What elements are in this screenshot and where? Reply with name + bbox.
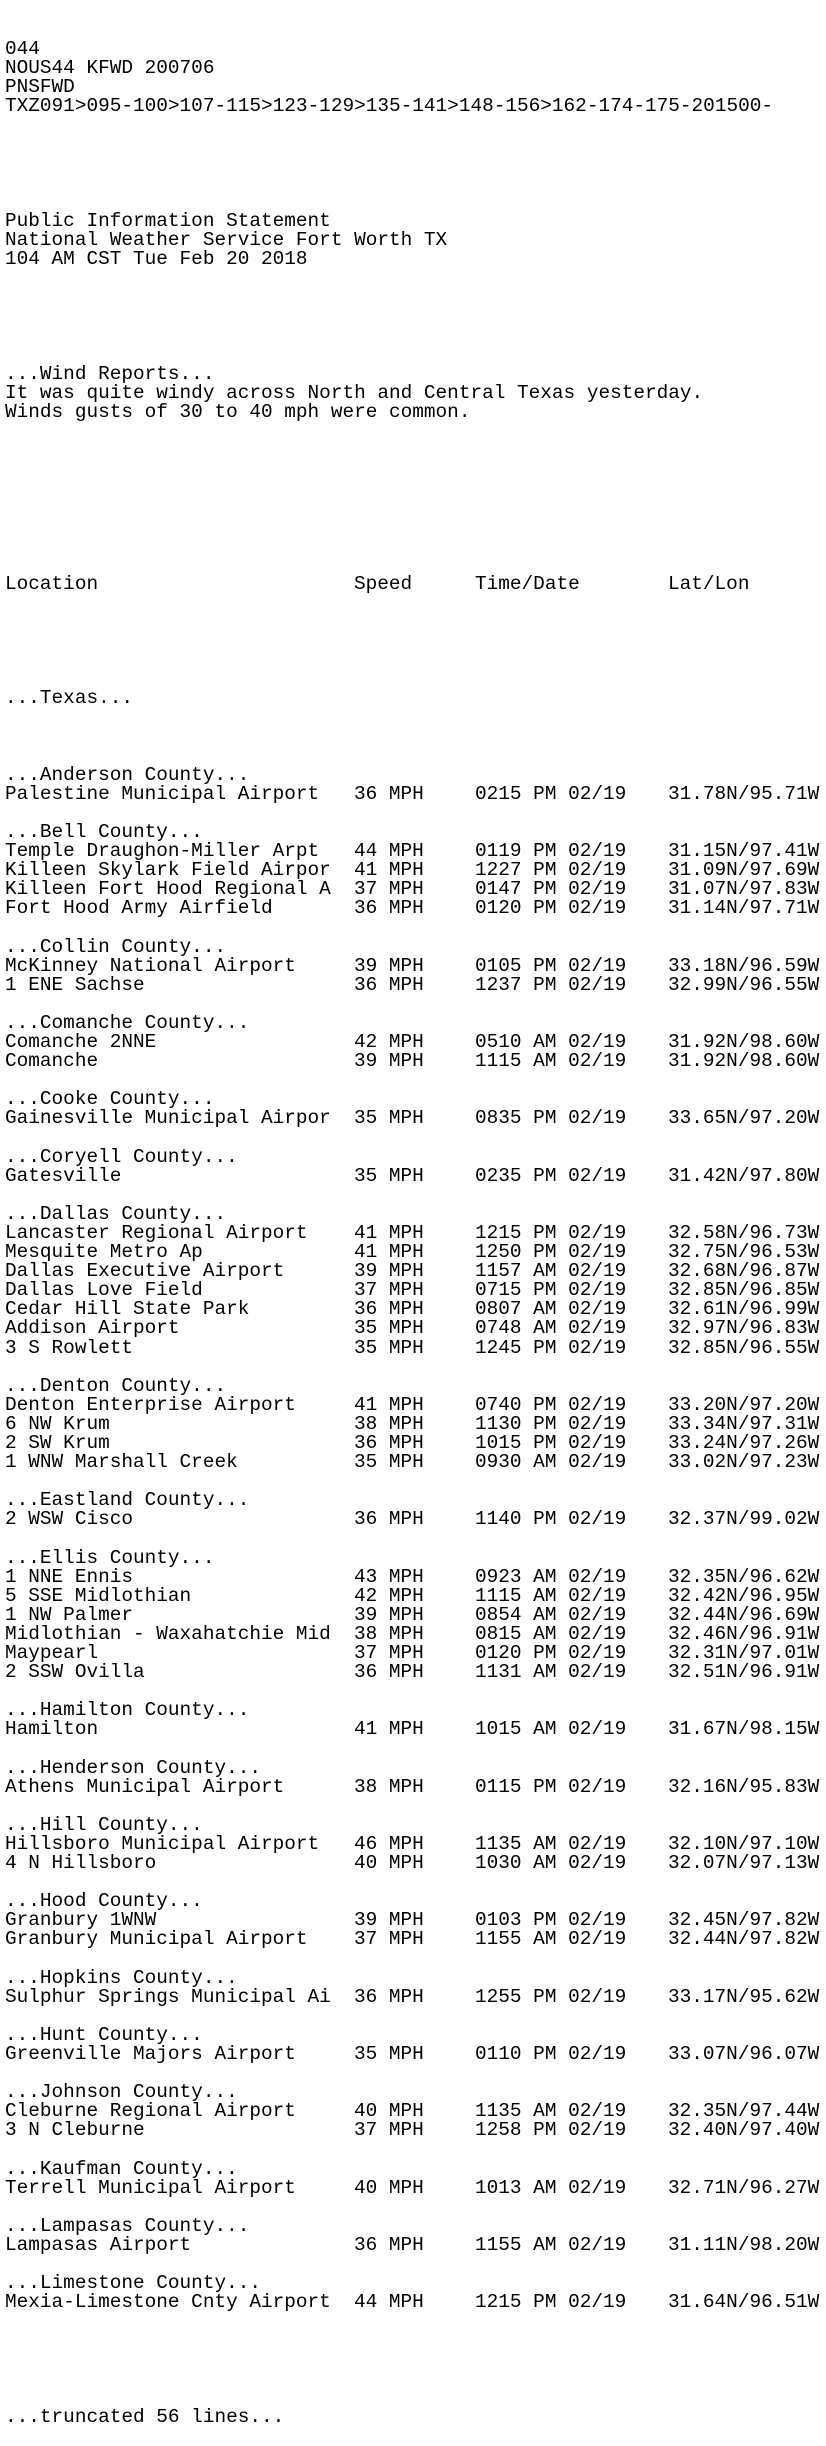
row-time: 0105 PM 02/19 xyxy=(475,954,627,977)
county-heading: ...Hopkins County... xyxy=(5,1966,238,1989)
row-latlon: 32.68N/96.87W xyxy=(668,1260,820,1283)
row-latlon: 33.02N/97.23W xyxy=(668,1451,820,1474)
county-section xyxy=(5,2023,826,2066)
row-location: Granbury Municipal Airport xyxy=(5,1928,308,1951)
row-time: 0510 AM 02/19 xyxy=(475,1031,627,1054)
row-time: 0235 PM 02/19 xyxy=(475,1164,627,1187)
row-location: 1 WNW Marshall Creek xyxy=(5,1451,238,1474)
row-time: 0120 PM 02/19 xyxy=(475,1642,627,1665)
row-latlon: 31.09N/97.69W xyxy=(668,859,820,882)
table-row xyxy=(5,2233,826,2256)
row-location: Sulphur Springs Municipal Ai xyxy=(5,1985,331,2008)
blank-line xyxy=(5,1358,826,1377)
row-time: 0815 AM 02/19 xyxy=(475,1622,627,1645)
intro-line: Winds gusts of 30 to 40 mph were common. xyxy=(5,400,471,423)
row-time: 1258 PM 02/19 xyxy=(475,2119,627,2142)
row-latlon: 32.40N/97.40W xyxy=(668,2119,820,2142)
table-row xyxy=(5,1565,826,1588)
row-location: 2 WSW Cisco xyxy=(5,1508,133,1531)
table-row xyxy=(5,954,826,977)
row-time: 0740 PM 02/19 xyxy=(475,1393,627,1416)
row-time: 0103 PM 02/19 xyxy=(475,1909,627,1932)
row-latlon: 32.97N/96.83W xyxy=(668,1317,820,1340)
row-speed: 40 MPH xyxy=(354,1852,424,1875)
row-location: Temple Draughon-Miller Arpt xyxy=(5,840,320,863)
row-speed: 35 MPH xyxy=(354,1107,424,1130)
row-latlon: 32.44N/96.69W xyxy=(668,1603,820,1626)
row-location: 2 SW Krum xyxy=(5,1432,110,1455)
intro-line: ...Wind Reports... xyxy=(5,362,215,385)
row-latlon: 32.35N/97.44W xyxy=(668,2100,820,2123)
state-heading: ...Texas... xyxy=(5,687,133,710)
row-latlon: 31.92N/98.60W xyxy=(668,1031,820,1054)
table-row xyxy=(5,1336,826,1359)
county-heading: ...Bell County... xyxy=(5,821,203,844)
table-row xyxy=(5,1109,826,1128)
row-time: 0923 AM 02/19 xyxy=(475,1565,627,1588)
table-row xyxy=(5,782,826,805)
table-row xyxy=(5,1854,826,1873)
row-speed: 36 MPH xyxy=(354,1432,424,1455)
row-time: 0119 PM 02/19 xyxy=(475,840,627,863)
county-heading: ...Lampasas County... xyxy=(5,2214,250,2237)
column-header-time: Time/Date xyxy=(475,572,580,595)
row-time: 1013 AM 02/19 xyxy=(475,2176,627,2199)
row-latlon: 31.42N/97.80W xyxy=(668,1164,820,1187)
row-location: Lancaster Regional Airport xyxy=(5,1222,308,1244)
row-time: 1115 AM 02/19 xyxy=(475,1050,627,1073)
row-latlon: 33.20N/97.20W xyxy=(668,1393,820,1416)
row-latlon: 32.35N/96.62W xyxy=(668,1565,820,1588)
county-heading: ...Coryell County... xyxy=(5,1145,238,1168)
row-speed: 37 MPH xyxy=(354,1642,424,1665)
row-time: 0110 PM 02/19 xyxy=(475,2043,627,2066)
row-latlon: 32.16N/95.83W xyxy=(668,1775,820,1798)
row-speed: 41 MPH xyxy=(354,1393,424,1416)
row-latlon: 32.58N/96.73W xyxy=(668,1222,820,1244)
row-time: 0147 PM 02/19 xyxy=(475,878,627,901)
row-time: 1227 PM 02/19 xyxy=(475,859,627,882)
row-location: McKinney National Airport xyxy=(5,954,296,977)
county-heading: ...Hunt County... xyxy=(5,2023,203,2046)
row-speed: 43 MPH xyxy=(354,1565,424,1588)
county-section xyxy=(5,1090,826,1128)
row-location: Mexia-Limestone Cnty Airport xyxy=(5,2291,331,2314)
county-section xyxy=(5,1374,826,1474)
table-row xyxy=(5,973,826,996)
row-speed: 39 MPH xyxy=(354,1909,424,1932)
blank-line xyxy=(5,1530,826,1549)
row-speed: 44 MPH xyxy=(354,840,424,863)
county-section xyxy=(5,1892,826,1949)
row-location: Comanche 2NNE xyxy=(5,1031,157,1054)
row-time: 0748 AM 02/19 xyxy=(475,1317,627,1340)
row-time: 1155 AM 02/19 xyxy=(475,1928,627,1951)
row-location: Gatesville xyxy=(5,1164,122,1187)
row-time: 1131 AM 02/19 xyxy=(475,1661,627,1684)
row-latlon: 32.75N/96.53W xyxy=(668,1241,820,1264)
column-header-location: Location xyxy=(5,572,99,595)
row-speed: 36 MPH xyxy=(354,782,424,805)
row-speed: 36 MPH xyxy=(354,897,424,920)
row-latlon: 32.61N/96.99W xyxy=(668,1298,820,1321)
column-header-latlon: Lat/Lon xyxy=(668,572,750,595)
table-row xyxy=(5,1720,826,1739)
row-location: Fort Hood Army Airfield xyxy=(5,897,273,920)
row-location: Addison Airport xyxy=(5,1317,180,1340)
county-section xyxy=(5,763,826,805)
county-heading: ...Johnson County... xyxy=(5,2081,238,2104)
county-heading: ...Hamilton County... xyxy=(5,1699,250,1722)
row-latlon: 32.31N/97.01W xyxy=(668,1642,820,1665)
row-speed: 38 MPH xyxy=(354,1622,424,1645)
blank-line xyxy=(5,919,826,938)
title-line: Public Information Statement xyxy=(5,210,331,233)
row-time: 1130 PM 02/19 xyxy=(475,1412,627,1435)
blank-line xyxy=(5,747,826,766)
county-heading: ...Henderson County... xyxy=(5,1756,261,1779)
header-line: 044 xyxy=(5,38,40,61)
row-location: Dallas Executive Airport xyxy=(5,1260,285,1283)
row-time: 1140 PM 02/19 xyxy=(475,1508,627,1531)
county-section xyxy=(5,1701,826,1739)
county-heading: ...Anderson County... xyxy=(5,763,250,786)
blank-line xyxy=(5,1129,826,1148)
row-time: 0115 PM 02/19 xyxy=(475,1775,627,1798)
row-speed: 37 MPH xyxy=(354,878,424,901)
title-line: National Weather Service Fort Worth TX xyxy=(5,229,448,252)
row-time: 0930 AM 02/19 xyxy=(475,1451,627,1474)
row-location: 1 NW Palmer xyxy=(5,1603,133,1626)
row-location: Denton Enterprise Airport xyxy=(5,1393,296,1416)
row-location: 5 SSE Midlothian xyxy=(5,1584,192,1607)
table-row xyxy=(5,1164,826,1187)
row-speed: 39 MPH xyxy=(354,1603,424,1626)
row-latlon: 31.07N/97.83W xyxy=(668,878,820,901)
county-list xyxy=(5,747,826,2313)
row-time: 1237 PM 02/19 xyxy=(475,973,627,996)
row-location: Terrell Municipal Airport xyxy=(5,2176,296,2199)
row-location: Cedar Hill State Park xyxy=(5,1298,250,1321)
row-speed: 39 MPH xyxy=(354,1260,424,1283)
row-latlon: 33.18N/96.59W xyxy=(668,954,820,977)
county-section xyxy=(5,823,826,918)
row-latlon: 32.85N/96.85W xyxy=(668,1279,820,1302)
row-speed: 39 MPH xyxy=(354,954,424,977)
row-speed: 41 MPH xyxy=(354,1241,424,1264)
row-time: 1135 AM 02/19 xyxy=(475,1833,627,1855)
row-time: 1250 PM 02/19 xyxy=(475,1241,627,1264)
column-header-speed: Speed xyxy=(354,572,413,595)
row-time: 1157 AM 02/19 xyxy=(475,1260,627,1283)
county-section xyxy=(5,2214,826,2256)
row-latlon: 33.34N/97.31W xyxy=(668,1412,820,1435)
table-row xyxy=(5,1584,826,1607)
row-location: Cleburne Regional Airport xyxy=(5,2100,296,2123)
blank-line xyxy=(5,2351,826,2370)
county-section xyxy=(5,2157,826,2199)
row-latlon: 33.65N/97.20W xyxy=(668,1107,820,1130)
blank-line xyxy=(5,2198,826,2217)
row-speed: 35 MPH xyxy=(354,1451,424,1474)
row-location: 4 N Hillsboro xyxy=(5,1852,157,1875)
row-location: 6 NW Krum xyxy=(5,1412,110,1435)
county-heading: ...Ellis County... xyxy=(5,1546,215,1569)
row-location: Midlothian - Waxahatchie Mid xyxy=(5,1622,331,1645)
row-location: Palestine Municipal Airport xyxy=(5,782,320,805)
county-heading: ...Denton County... xyxy=(5,1374,227,1397)
county-section xyxy=(5,1546,826,1684)
row-location: Lampasas Airport xyxy=(5,2233,192,2256)
row-location: Gainesville Municipal Airpor xyxy=(5,1107,331,1130)
row-speed: 38 MPH xyxy=(354,1775,424,1798)
county-section xyxy=(5,1813,826,1875)
row-latlon: 32.45N/97.82W xyxy=(668,1909,820,1932)
blank-line xyxy=(5,460,826,479)
row-latlon: 32.10N/97.10W xyxy=(668,1833,820,1855)
row-latlon: 31.92N/98.60W xyxy=(668,1050,820,1073)
row-speed: 40 MPH xyxy=(354,2100,424,2123)
table-row xyxy=(5,1052,826,1071)
row-location: 3 S Rowlett xyxy=(5,1336,133,1359)
county-heading: ...Cooke County... xyxy=(5,1088,215,1111)
row-time: 1215 PM 02/19 xyxy=(475,2291,627,2314)
row-speed: 38 MPH xyxy=(354,1412,424,1435)
row-latlon: 32.42N/96.95W xyxy=(668,1584,820,1607)
row-location: Athens Municipal Airport xyxy=(5,1775,285,1798)
row-time: 1245 PM 02/19 xyxy=(475,1336,627,1359)
row-time: 1115 AM 02/19 xyxy=(475,1584,627,1607)
county-section xyxy=(5,2083,826,2140)
truncation-note: ...truncated 56 lines... xyxy=(5,2405,285,2428)
statement-intro xyxy=(5,362,826,423)
table-row xyxy=(5,1663,826,1682)
table-row xyxy=(5,1319,826,1338)
product-header xyxy=(5,40,826,116)
blank-line xyxy=(5,518,826,537)
row-location: 1 ENE Sachse xyxy=(5,973,145,996)
table-row xyxy=(5,1453,826,1472)
header-line: NOUS44 KFWD 200706 xyxy=(5,57,215,80)
row-speed: 42 MPH xyxy=(354,1584,424,1607)
row-latlon: 32.71N/96.27W xyxy=(668,2176,820,2199)
table-row xyxy=(5,1930,826,1949)
statement-title xyxy=(5,212,826,269)
row-time: 1135 AM 02/19 xyxy=(475,2100,627,2123)
row-speed: 35 MPH xyxy=(354,2043,424,2066)
column-headers xyxy=(5,572,826,595)
row-latlon: 33.24N/97.26W xyxy=(668,1432,820,1455)
row-speed: 36 MPH xyxy=(354,1508,424,1531)
row-location: Dallas Love Field xyxy=(5,1279,203,1302)
row-speed: 36 MPH xyxy=(354,1985,424,2008)
row-time: 0807 AM 02/19 xyxy=(475,1298,627,1321)
row-speed: 39 MPH xyxy=(354,1050,424,1073)
county-section xyxy=(5,1966,826,2008)
row-speed: 36 MPH xyxy=(354,1298,424,1321)
row-location: Hamilton xyxy=(5,1718,99,1741)
county-section xyxy=(5,1202,826,1359)
row-speed: 35 MPH xyxy=(354,1317,424,1340)
county-heading: ...Comanche County... xyxy=(5,1011,250,1034)
row-speed: 37 MPH xyxy=(354,2119,424,2142)
table-row xyxy=(5,2121,826,2140)
row-latlon: 31.14N/97.71W xyxy=(668,897,820,920)
blank-line xyxy=(5,1740,826,1759)
county-section xyxy=(5,1491,826,1529)
row-location: 3 N Cleburne xyxy=(5,2119,145,2142)
title-line: 104 AM CST Tue Feb 20 2018 xyxy=(5,248,308,271)
table-row xyxy=(5,2045,826,2064)
row-latlon: 32.46N/96.91W xyxy=(668,1622,820,1645)
county-section xyxy=(5,935,826,996)
row-speed: 35 MPH xyxy=(354,1164,424,1187)
row-time: 1015 PM 02/19 xyxy=(475,1432,627,1455)
row-time: 1015 AM 02/19 xyxy=(475,1718,627,1741)
row-latlon: 32.51N/96.91W xyxy=(668,1661,820,1684)
row-time: 0854 AM 02/19 xyxy=(475,1603,627,1626)
table-row xyxy=(5,1510,826,1529)
table-row xyxy=(5,2293,826,2312)
header-line: TXZ091>095-100>107-115>123-129>135-141>148-156>162-174-175-201500- xyxy=(5,95,773,118)
county-heading: ...Hill County... xyxy=(5,1813,203,1836)
row-latlon: 31.15N/97.41W xyxy=(668,840,820,863)
row-time: 1030 AM 02/19 xyxy=(475,1852,627,1875)
row-latlon: 32.37N/99.02W xyxy=(668,1508,820,1531)
county-heading: ...Limestone County... xyxy=(5,2272,261,2295)
row-speed: 36 MPH xyxy=(354,973,424,996)
row-speed: 37 MPH xyxy=(354,1928,424,1951)
row-speed: 36 MPH xyxy=(354,1661,424,1684)
row-speed: 41 MPH xyxy=(354,859,424,882)
row-speed: 42 MPH xyxy=(354,1031,424,1054)
blank-line xyxy=(5,308,826,327)
row-location: 1 NNE Ennis xyxy=(5,1565,133,1588)
row-speed: 35 MPH xyxy=(354,1336,424,1359)
county-heading: ...Eastland County... xyxy=(5,1489,250,1512)
county-heading: ...Collin County... xyxy=(5,935,227,958)
row-speed: 41 MPH xyxy=(354,1718,424,1741)
row-location: Greenville Majors Airport xyxy=(5,2043,296,2066)
row-speed: 36 MPH xyxy=(354,2233,424,2256)
table-row xyxy=(5,2176,826,2199)
county-heading: ...Dallas County... xyxy=(5,1202,227,1225)
row-location: Killeen Fort Hood Regional A xyxy=(5,878,331,901)
row-location: Granbury 1WNW xyxy=(5,1909,157,1932)
row-speed: 44 MPH xyxy=(354,2291,424,2314)
row-latlon: 32.44N/97.82W xyxy=(668,1928,820,1951)
row-time: 1215 PM 02/19 xyxy=(475,1222,627,1244)
blank-line xyxy=(5,155,826,174)
row-latlon: 33.17N/95.62W xyxy=(668,1985,820,2008)
table-row xyxy=(5,1985,826,2008)
row-latlon: 31.64N/96.51W xyxy=(668,2291,820,2314)
row-time: 1255 PM 02/19 xyxy=(475,1985,627,2008)
row-time: 0715 PM 02/19 xyxy=(475,1279,627,1302)
county-section xyxy=(5,1756,826,1798)
row-latlon: 31.11N/98.20W xyxy=(668,2233,820,2256)
blank-line xyxy=(5,1950,826,1969)
row-latlon: 33.07N/96.07W xyxy=(668,2043,820,2066)
row-time: 0215 PM 02/19 xyxy=(475,782,627,805)
row-latlon: 31.67N/98.15W xyxy=(668,1718,820,1741)
row-location: Comanche xyxy=(5,1050,99,1073)
table-row xyxy=(5,899,826,918)
intro-line: It was quite windy across North and Central Texas yesterday. xyxy=(5,381,704,404)
row-latlon: 32.07N/97.13W xyxy=(668,1852,820,1875)
row-speed: 46 MPH xyxy=(354,1833,424,1855)
row-time: 0835 PM 02/19 xyxy=(475,1107,627,1130)
table-row xyxy=(5,1775,826,1798)
row-speed: 40 MPH xyxy=(354,2176,424,2199)
row-time: 0120 PM 02/19 xyxy=(475,897,627,920)
blank-line xyxy=(5,2141,826,2160)
county-heading: ...Kaufman County... xyxy=(5,2157,238,2180)
row-speed: 41 MPH xyxy=(354,1222,424,1244)
row-location: Killeen Skylark Field Airpor xyxy=(5,859,331,882)
row-latlon: 32.99N/96.55W xyxy=(668,973,820,996)
row-speed: 37 MPH xyxy=(354,1279,424,1302)
row-location: Mesquite Metro Ap xyxy=(5,1241,203,1264)
county-section xyxy=(5,1011,826,1073)
county-heading: ...Hood County... xyxy=(5,1890,203,1913)
blank-line xyxy=(5,632,826,651)
county-section xyxy=(5,2274,826,2312)
row-time: 1155 AM 02/19 xyxy=(475,2233,627,2256)
row-latlon: 32.85N/96.55W xyxy=(668,1336,820,1359)
row-latlon: 31.78N/95.71W xyxy=(668,782,820,805)
header-line: PNSFWD xyxy=(5,76,75,99)
row-location: Hillsboro Municipal Airport xyxy=(5,1833,320,1855)
row-location: 2 SSW Ovilla xyxy=(5,1661,145,1684)
row-location: Maypearl xyxy=(5,1642,99,1665)
county-section xyxy=(5,1145,826,1187)
